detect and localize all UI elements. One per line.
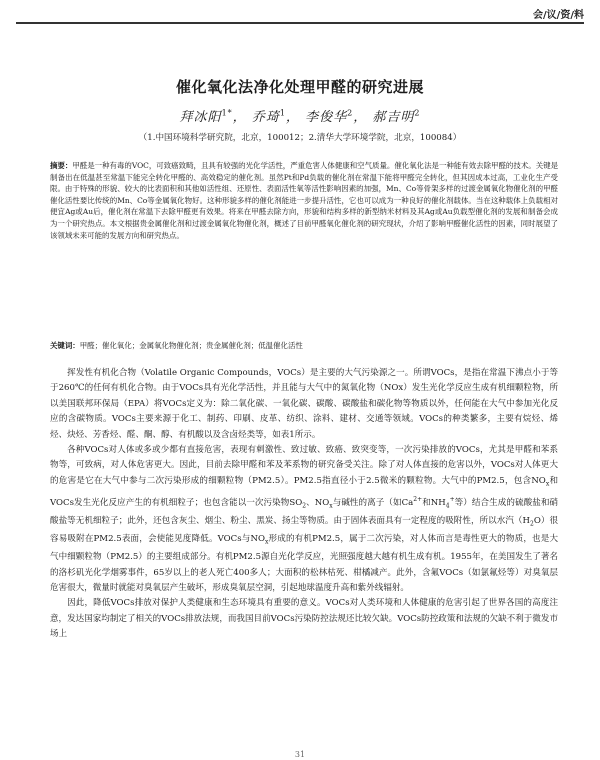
author-separator: ， <box>285 110 300 125</box>
abstract-label: 摘要： <box>50 161 73 170</box>
body-text <box>50 366 558 643</box>
author-separator: ， <box>232 110 247 125</box>
abstract-text: 甲醛是一种有毒的VOC，可致癌致畸，且具有较强的光化学活性，严重危害人体健康和空气质量。催化氧化法是一种能有效去除甲醛的技术。关键是制备出在低温甚至常温下能完全转化甲醛的、高效稳定的催化剂。虽然Pt和Pd负载的催化剂在常温下能将甲醛完全转化，但其因成本过高，工业化生产受限。由于特殊的形貌、较大的比表面积和其他如活性组、还原性、表面活性氧等活性影响因素的加强，Mn、Co等骨架多样的过渡金属氧化物催化剂的甲醛催化活性要比传统的Mn、Co等金属氧化物好。这种形貌多样的催化剂能进一步提升活性，它也可以成为一种良好的催化剂载体。当在这种载体上负载相对便宜Ag或Au后，催化剂在常温下去除甲醛更有效果。将来在甲醛去除方向，形貌和结构多样的新型纳米材料及其Ag或Au负载型催化剂的发展和制备会成为一个研究热点。本文根据贵金属催化剂和过渡金属氧化物催化剂，概述了目前甲醛氧化催化剂的研究现状，介绍了影响甲醛催化活性的因素，同时展望了该领域未来可能的发展方向和研究热点。 <box>50 161 559 240</box>
section-tag: 会/议/资/料 <box>533 10 584 21</box>
keywords <box>50 340 558 351</box>
paper-title: 催化氧化法净化处理甲醛的研究进展 <box>175 78 424 96</box>
author-affil-mark: 2 <box>414 108 421 118</box>
author-separator: ， <box>353 110 368 125</box>
author-name: 乔琦 <box>251 110 280 125</box>
page-number: 31 <box>294 750 306 759</box>
author-affil-mark: 1 <box>279 108 286 118</box>
body-paragraph: 各种VOCs对人体或多或少都有直接危害，表现有刺激性、致过敏、致癌、致突变等，一次污染排放的VOCs，尤其是甲醛和苯系物等，可致病，对人体危害更大。因此，目前去除甲醛和苯及苯系物的研究备受关注。除了对人体直接的危害以外，VOCs对人体更大的危害是它在大气中参与二次污染形成的细颗粒物（PM2.5）。PM2.5指直径小于2.5微米的颗粒物。大气中的PM2.5，包含$NO_x$和VOCs发生光化反应产生的有机细粒子；也包含能以一次污染物$SO_2$、$NO_x$与碱性的离子（如$Ca^{2+}$和$NH_4^+$等）结合生成的硫酸盐和硝酸盐等无机细粒子；此外，还包含灰尘、烟尘、粉尘、黑炭、扬尘等物质。由于固体表面具有一定程度的吸附性，所以水汽$(H_2O)$很容易吸附在PM2.5表面，会使能见度降低。VOCs与$NO_x$形成的有机PM2.5，属于二次污染，对人体而言是毒性更大的物质，也是大气中细颗粒物（PM2.5）的主要组成部分。有机PM2.5源自光化学反应，光照强度越大越有机生成有机。1955年，在美国发生了著名的洛杉矶光化学烟雾事件，65岁以上的老人死亡400多人；大面积的松林枯死、柑橘减产。此外，含氟VOCs（如氯氟烃等）对臭氧层危害很大，微量时就能对臭氧层产生破坏，形成臭氧层空洞，引起地球温度升高和紫外线辐射。 <box>50 445 559 593</box>
header-rule <box>16 22 584 24</box>
author-affil-mark: 2 <box>347 108 354 118</box>
author-affil-mark: 1* <box>221 108 233 118</box>
body-paragraph: 因此，降低VOCs排放对保护人类健康和生态环境具有重要的意义。VOCs对人类环境和人体健康的危害引起了世界各国的高度注意，发达国家均制定了相关的VOCs排放法规，而我国目前VOCs污染防控法规还比较欠缺。VOCs防控政策和法规的欠缺不利于微发市场上 <box>50 598 558 640</box>
body-paragraph: 挥发性有机化合物（Volatile Organic Compounds，VOCs）是主要的大气污染源之一。所谓VOCs，是指在常温下沸点小于等于260℃的任何有机化合物。由于VOCs具有光化学活性，并且能与大气中的氮氧化物（NOx）发生光化学反应生成有机细颗粒物，所以美国联邦环保局（EPA）将VOCs定义为：除二氧化碳、一氧化碳、碳酸、碳酸盐和碳化物等物质以外，任何能在大气中参加光化反应的含碳物质。VOCs主要来源于化工、制药、印刷、皮革、纺织、涂料、建材、交通等领域。VOCs的种类繁多，主要有烷烃、烯烃、炔烃、芳香烃、醛、酮、醇、有机酸以及含卤烃类等，如表1所示。 <box>50 368 558 440</box>
author-name: 拜冰阳 <box>179 110 222 125</box>
author-name: 李俊华 <box>305 110 348 125</box>
author-list <box>0 106 600 125</box>
keywords-text: 甲醛；催化氧化；金属氧化物催化剂；贵金属催化剂；低温催化活性 <box>79 341 303 350</box>
keywords-label: 关键词： <box>50 341 80 350</box>
affiliation: （1.中国环境科学研究院，北京，100012；2.清华大学环境学院，北京，100084） <box>138 133 462 143</box>
author-name: 郝吉明 <box>372 110 415 125</box>
abstract <box>50 160 558 241</box>
